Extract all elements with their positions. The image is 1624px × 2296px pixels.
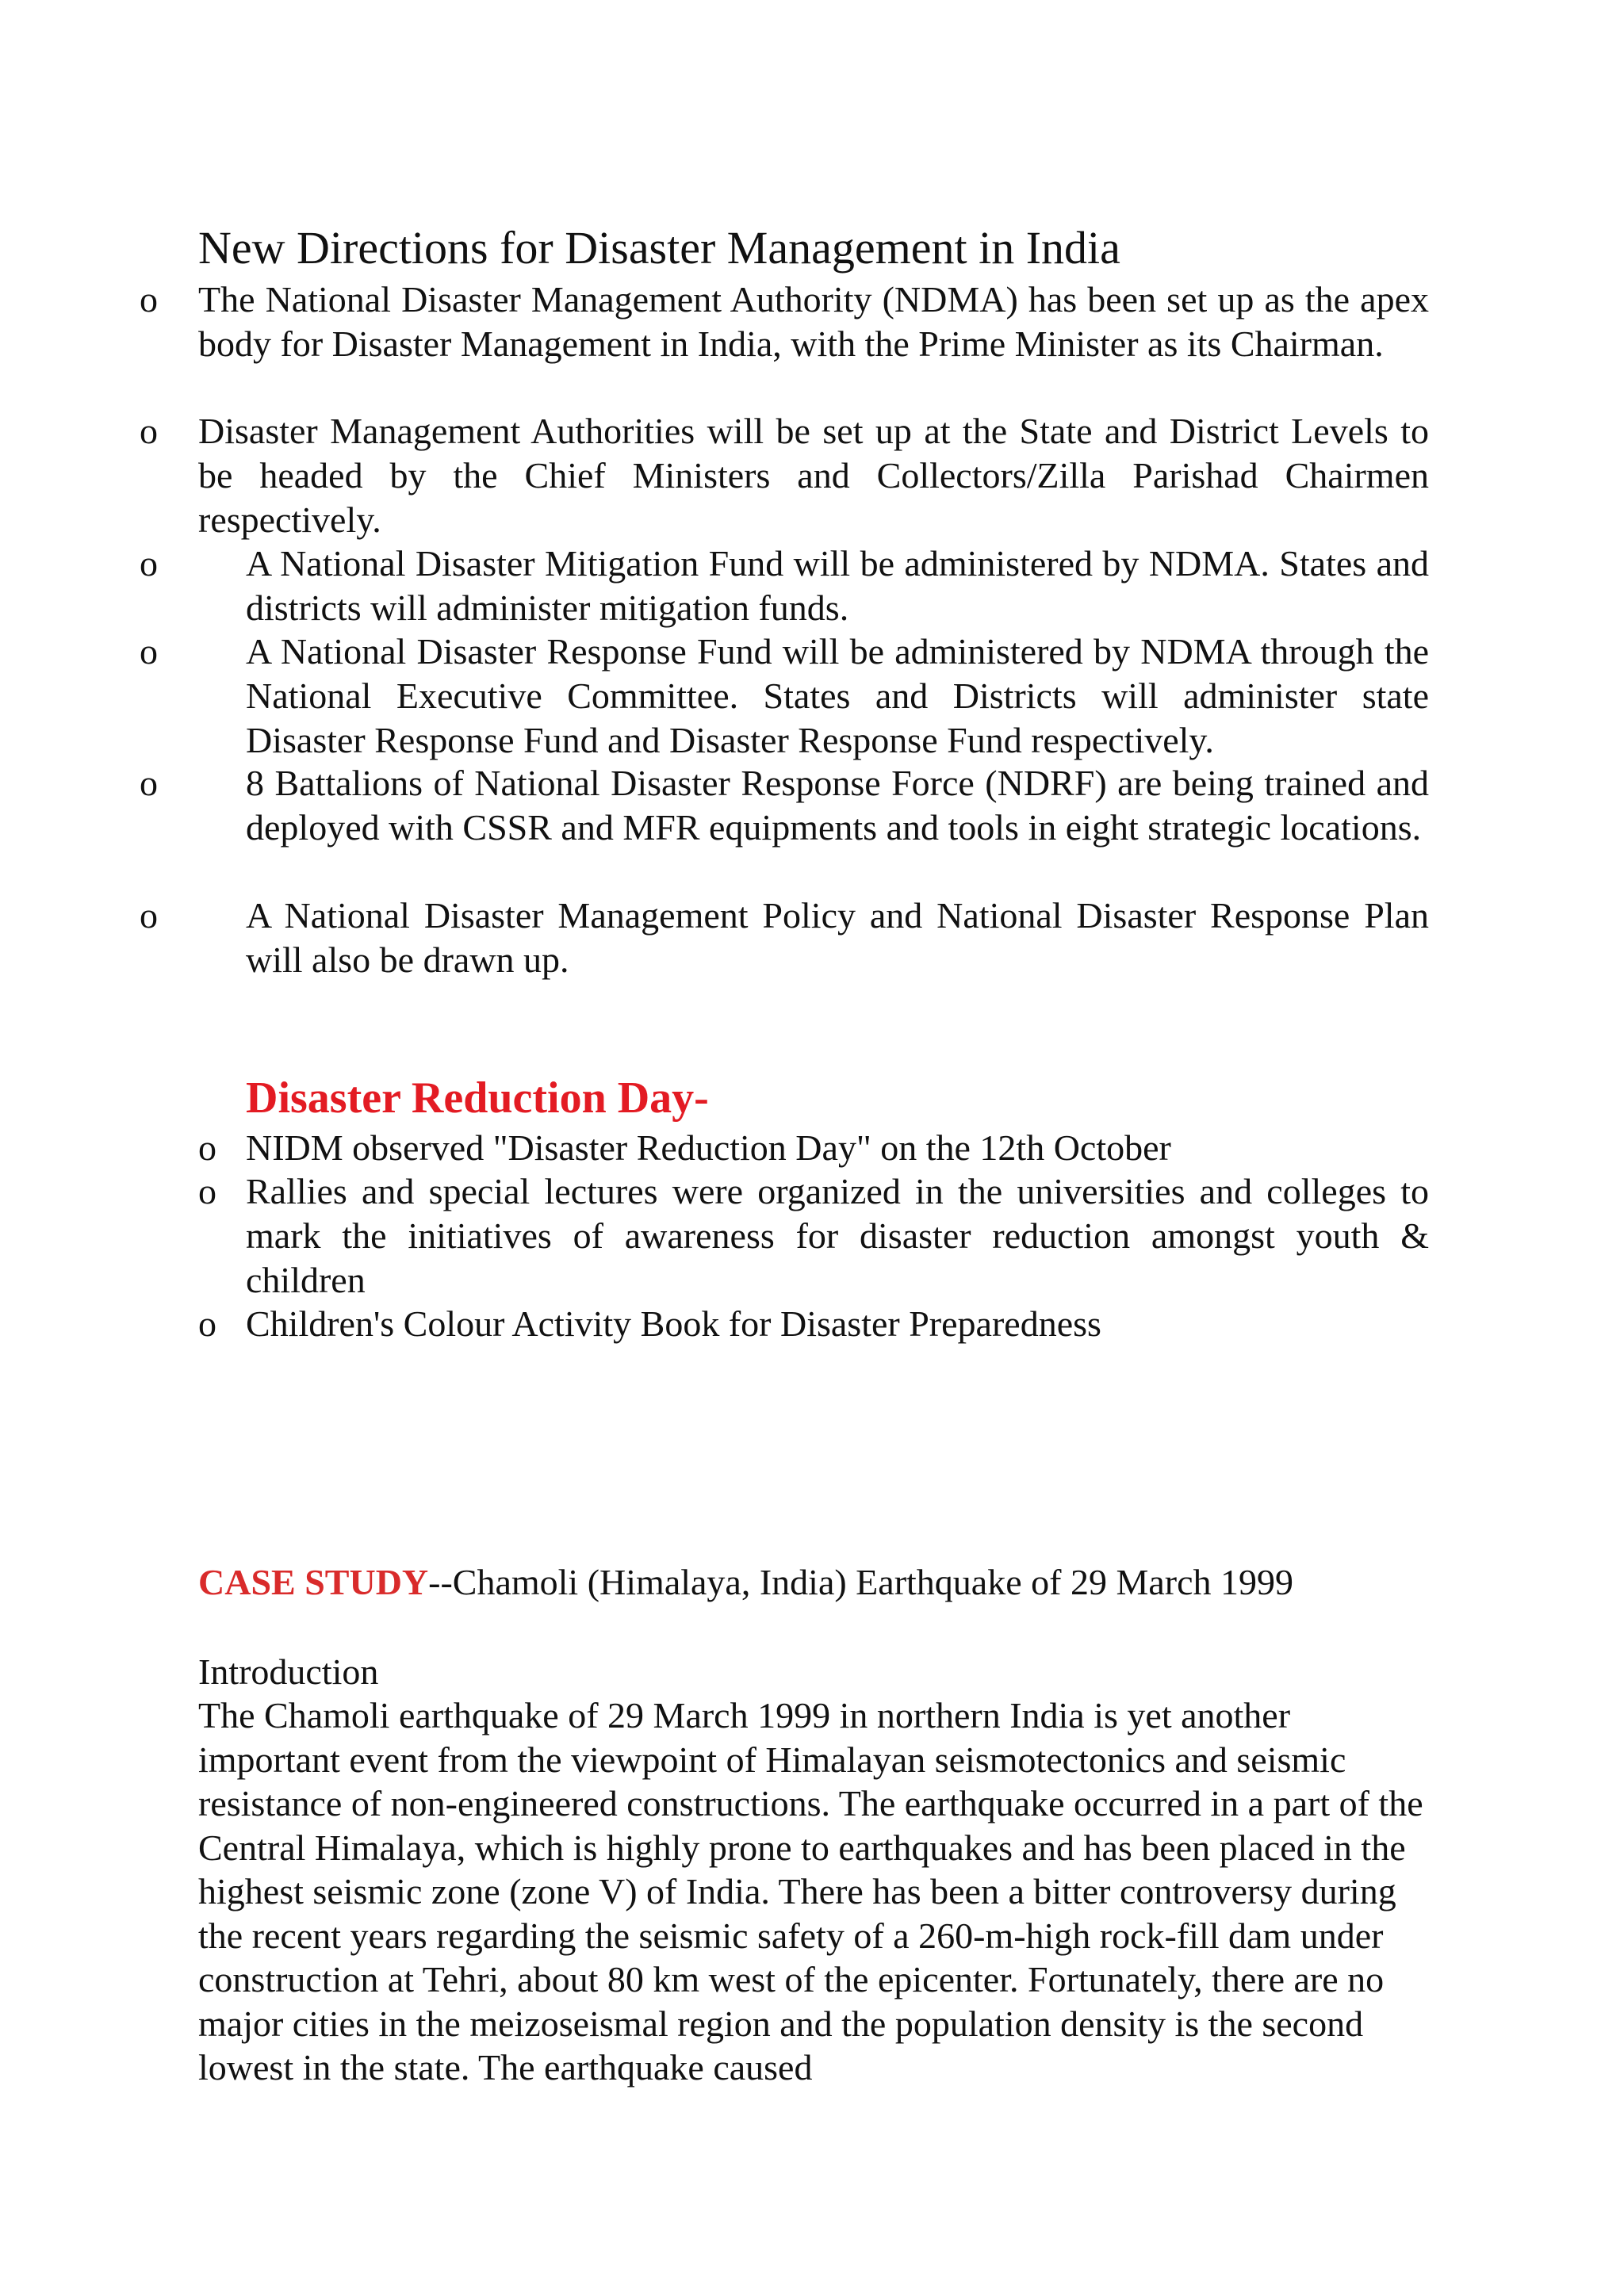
introduction-heading: Introduction — [198, 1651, 379, 1692]
list-item: NIDM observed "Disaster Reduction Day" on the 12th October — [246, 1127, 1171, 1168]
bullet-marker: o — [198, 1171, 216, 1211]
case-study-title — [198, 1560, 1293, 1605]
bullet-marker: o — [140, 763, 158, 803]
bullet-marker: o — [140, 631, 158, 672]
section-heading-new-directions: New Directions for Disaster Management in India — [198, 222, 1120, 274]
bullet-marker: o — [140, 895, 158, 936]
list-item: The National Disaster Management Authority (NDMA) has been set up as the apex body for Disaster Management in India, with the Prime Minister as its Chairman. — [198, 279, 1429, 364]
case-study-title-text: --Chamoli (Himalaya, India) Earthquake of 29 March 1999 — [428, 1562, 1294, 1602]
bullet-marker: o — [140, 411, 158, 451]
introduction-paragraph: The Chamoli earthquake of 29 March 1999 in northern India is yet another important event from the viewpoint of Himalayan seismotectonics and seismic resistance of non-engineered constructions. The earthquake occurred in a part of the Central Himalaya, which is highly prone to earthquakes and has been placed in the highest seismic zone (zone V) of India. There has been a bitter controversy during the recent years regarding the seismic safety of a 260-m-high rock-fill dam under construction at Tehri, about 80 km west of the epicenter. Fortunately, there are no major cities in the meizoseismal region and the population density is the second lowest in the state. The earthquake caused — [198, 1695, 1423, 2087]
bullet-marker: o — [198, 1303, 216, 1344]
list-item: 8 Battalions of National Disaster Response Force (NDRF) are being trained and deployed with CSSR and MFR equipments and tools in eight strategic locations. — [246, 763, 1429, 848]
list-item: Rallies and special lectures were organized in the universities and colleges to mark the initiatives of awareness for disaster reduction amongst youth & children — [246, 1171, 1429, 1300]
section-heading-disaster-reduction-day: Disaster Reduction Day- — [246, 1073, 709, 1123]
bullet-marker: o — [140, 279, 158, 320]
list-item: A National Disaster Mitigation Fund will be administered by NDMA. States and districts will administer mitigation funds. — [246, 543, 1429, 628]
bullet-marker: o — [140, 543, 158, 584]
case-study-label: CASE STUDY — [198, 1562, 429, 1602]
bullet-marker: o — [198, 1127, 216, 1168]
list-item: A National Disaster Response Fund will be administered by NDMA through the National Executive Committee. States and Districts will administer state Disaster Response Fund and Disaster Response Fund respectively. — [246, 631, 1429, 760]
list-item: Children's Colour Activity Book for Disaster Preparedness — [246, 1303, 1101, 1344]
list-item: A National Disaster Management Policy and National Disaster Response Plan will also be drawn up. — [246, 895, 1429, 980]
list-item: Disaster Management Authorities will be set up at the State and District Levels to be headed by the Chief Ministers and Collectors/Zilla Parishad Chairmen respectively. — [198, 411, 1429, 540]
